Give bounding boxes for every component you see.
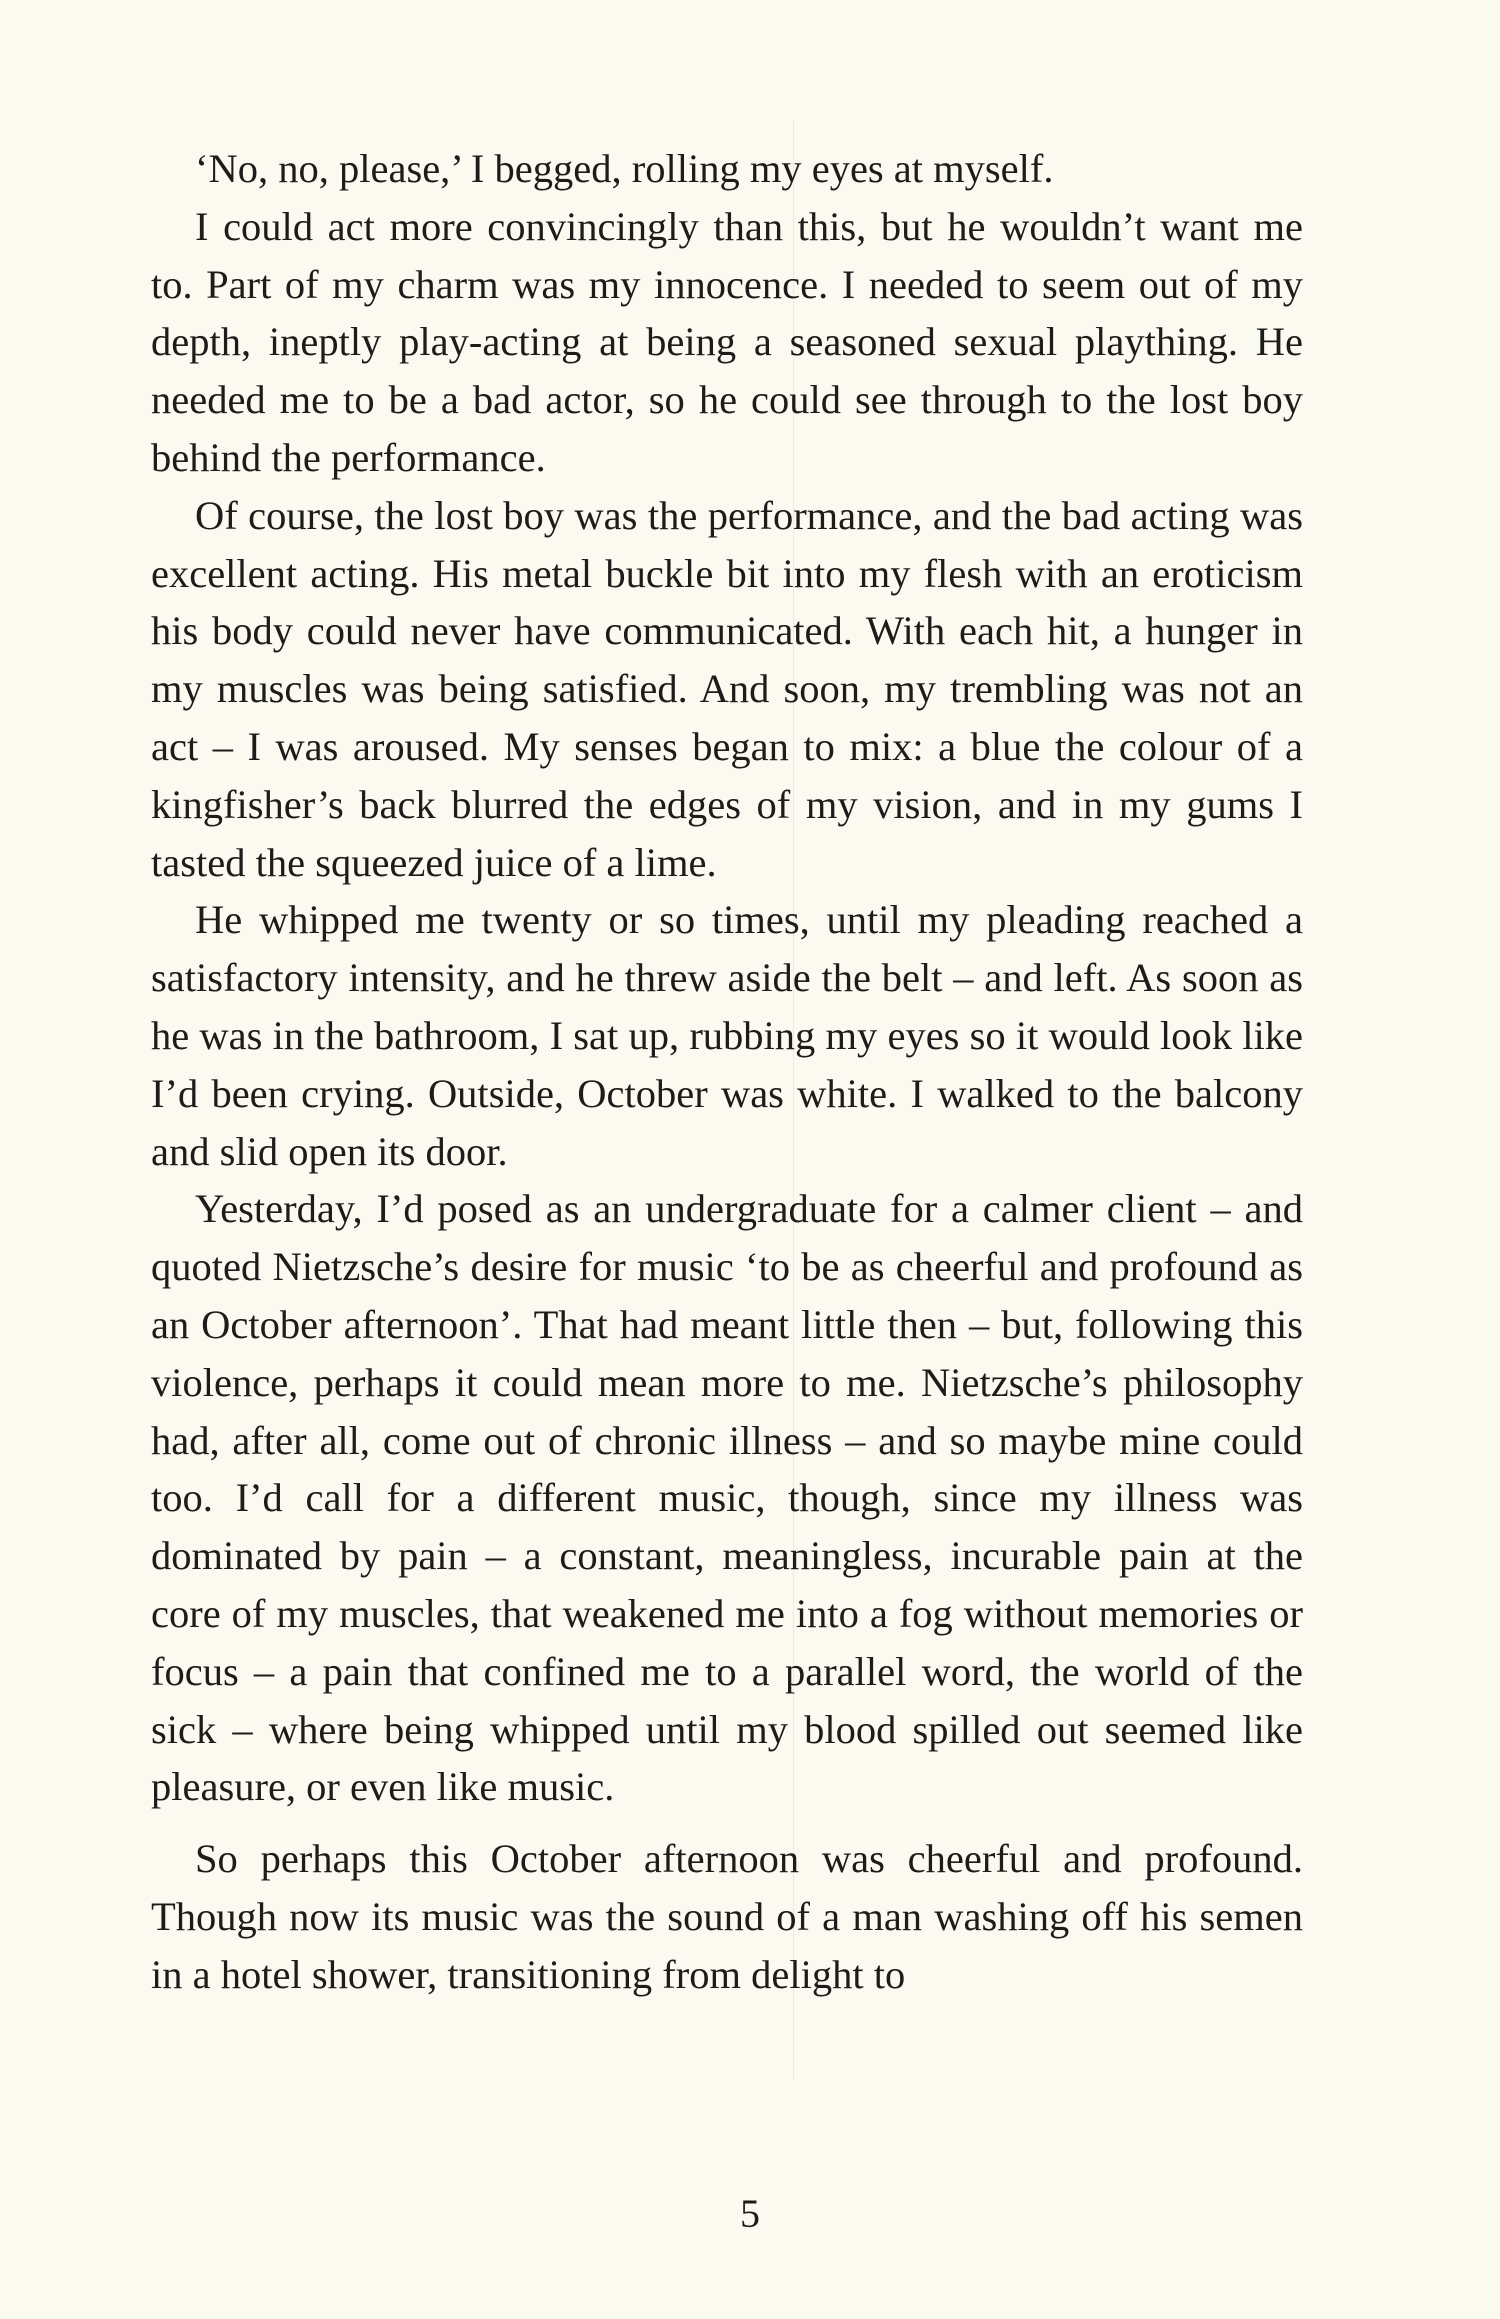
body-text: [151, 140, 1303, 2004]
paragraph-1: ‘No, no, please,’ I begged, rolling my eyes at myself.: [195, 146, 1054, 191]
paragraph-4: He whipped me twenty or so times, until my pleading reached a satisfactory intensity, and he threw aside the belt – and left. As soon as he was in the bathroom, I sat up, rubbing my eyes so it would look like I’d been crying. Outside, October was white. I walked to the balcony and slid open its door.: [151, 897, 1303, 1174]
paragraph-2: I could act more convincingly than this, but he wouldn’t want me to. Part of my charm was my innocence. I needed to seem out of my depth, ineptly play-acting at being a seasoned sexual plaything. He needed me to be a bad actor, so he could see through to the lost boy behind the performance.: [151, 203, 1303, 480]
paragraph-5: Yesterday, I’d posed as an undergraduate for a calmer client – and quoted Nietzsche’s desire for music ‘to be as cheerful and profound as an October afternoon’. That had meant little then – but, following this violence, perhaps it could mean more to me. Nietzsche’s philosophy had, after all, come out of chronic illness – and so maybe mine could too. I’d call for a different music, though, since my illness was dominated by pain – a constant, meaningless, incurable pain at the core of my muscles, that weakened me into a fog without memories or focus – a pain that confined me to a parallel word, the world of the sick – where being whipped until my blood spilled out seemed like pleasure, or even like music.: [151, 1186, 1303, 1810]
page-number: 5: [740, 2191, 760, 2236]
paragraph-6: So perhaps this October afternoon was cheerful and profound. Though now its music was the sound of a man washing off his semen in a hotel shower, transitioning from delight to: [151, 1836, 1303, 1997]
paragraph-3: Of course, the lost boy was the performance, and the bad acting was excellent acting. His metal buckle bit into my flesh with an eroticism his body could never have communicated. With each hit, a hunger in my muscles was being satisfied. And soon, my trembling was not an act – I was aroused. My senses began to mix: a blue the colour of a kingfisher’s back blurred the edges of my vision, and in my gums I tasted the squeezed juice of a lime.: [151, 492, 1303, 885]
